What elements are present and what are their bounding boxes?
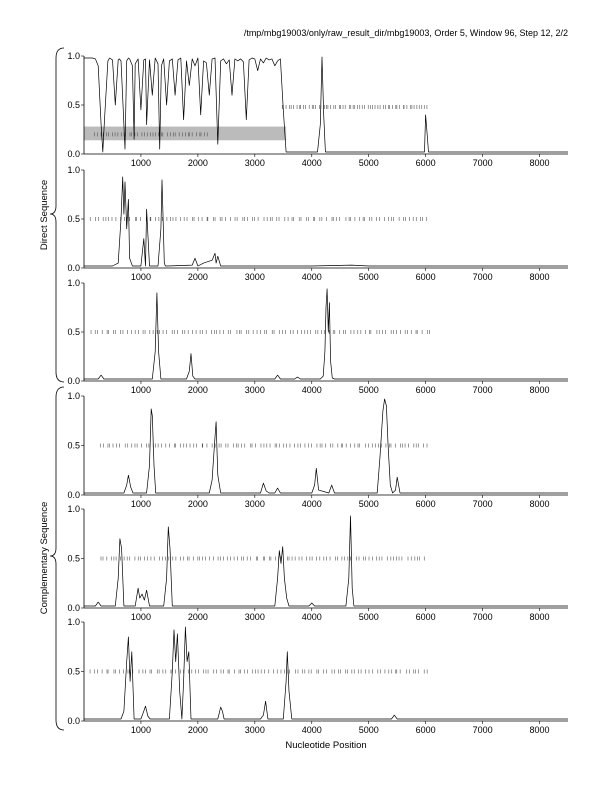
x-tick-label: 1000 [130,499,151,509]
series-line-panel-5 [84,516,568,606]
x-tick-label: 3000 [244,725,265,735]
direct-group-brace [50,48,64,382]
x-tick-label: 7000 [472,385,493,395]
y-tick-label: 0.5 [67,214,80,224]
x-tick-label: 6000 [415,272,436,282]
y-tick-label: 1.0 [67,165,80,175]
x-tick-label: 8000 [529,499,550,509]
x-tick-label: 4000 [301,725,322,735]
x-tick-label: 6000 [415,499,436,509]
x-tick-label: 4000 [301,385,322,395]
x-tick-label: 5000 [358,272,379,282]
x-tick-label: 5000 [358,158,379,168]
x-tick-label: 3000 [244,158,265,168]
x-tick-label: 5000 [358,612,379,622]
series-line-panel-6 [84,627,568,719]
x-tick-label: 6000 [415,385,436,395]
series-line-panel-3 [84,289,568,379]
x-tick-label: 8000 [529,385,550,395]
y-tick-label: 0.0 [67,149,80,159]
highlight-band [84,127,286,141]
x-tick-label: 3000 [244,499,265,509]
y-tick-label: 1.0 [67,51,80,61]
x-tick-label: 4000 [301,612,322,622]
x-tick-label: 7000 [472,158,493,168]
y-tick-label: 0.0 [67,263,80,273]
x-tick-label: 3000 [244,272,265,282]
x-tick-label: 6000 [415,725,436,735]
x-tick-label: 2000 [187,158,208,168]
panel-4 [67,391,568,509]
series-line-panel-2 [84,177,568,266]
x-tick-label: 7000 [472,499,493,509]
x-tick-label: 1000 [130,385,151,395]
x-tick-label: 2000 [187,272,208,282]
y-tick-label: 0.0 [67,490,80,500]
x-tick-label: 2000 [187,499,208,509]
y-tick-label: 0.5 [67,553,80,564]
x-tick-label: 5000 [358,499,379,509]
x-tick-label: 5000 [358,385,379,395]
y-tick-label: 0.5 [67,100,80,110]
series-line-panel-4 [84,399,568,493]
y-tick-label: 0.0 [67,376,80,386]
panel-6 [67,617,568,735]
x-tick-label: 8000 [529,612,550,622]
x-tick-label: 5000 [358,725,379,735]
x-tick-label: 1000 [130,272,151,282]
x-tick-label: 6000 [415,612,436,622]
x-tick-label: 4000 [301,272,322,282]
y-tick-label: 1.0 [67,504,80,514]
complementary-group-brace [50,387,64,730]
panel-2 [67,165,568,282]
complementary-group-label: Complementary Sequence [39,501,50,615]
x-tick-label: 3000 [244,612,265,622]
panel-3 [67,278,568,395]
x-tick-label: 3000 [244,385,265,395]
y-tick-label: 0.0 [67,716,80,726]
y-tick-label: 0.5 [67,327,80,337]
x-tick-label: 7000 [472,612,493,622]
y-tick-label: 1.0 [67,278,80,288]
y-tick-label: 0.0 [67,603,80,613]
x-tick-label: 7000 [472,725,493,735]
page-title: /tmp/mbg19003/only/raw_result_dir/mbg19003, Order 5, Window 96, Step 12, 2/2 [243,28,568,38]
y-tick-label: 1.0 [67,391,80,401]
y-tick-label: 0.5 [67,666,80,677]
panel-1 [67,51,568,168]
x-tick-label: 8000 [529,158,550,168]
x-tick-label: 6000 [415,158,436,168]
x-tick-label: 8000 [529,725,550,735]
x-tick-label: 2000 [187,385,208,395]
x-tick-label: 2000 [187,612,208,622]
x-tick-label: 7000 [472,272,493,282]
x-tick-label: 1000 [130,612,151,622]
x-tick-label: 4000 [301,499,322,509]
x-tick-label: 8000 [529,272,550,282]
x-tick-label: 1000 [130,725,151,735]
y-tick-label: 1.0 [67,617,80,627]
direct-group-label: Direct Sequence [39,179,50,251]
x-axis-title: Nucleotide Position [285,740,367,751]
x-tick-label: 2000 [187,725,208,735]
x-tick-label: 1000 [130,158,151,168]
panel-5 [67,504,568,622]
panels-group [67,51,568,735]
y-tick-label: 0.5 [67,440,80,451]
x-tick-label: 4000 [301,158,322,168]
